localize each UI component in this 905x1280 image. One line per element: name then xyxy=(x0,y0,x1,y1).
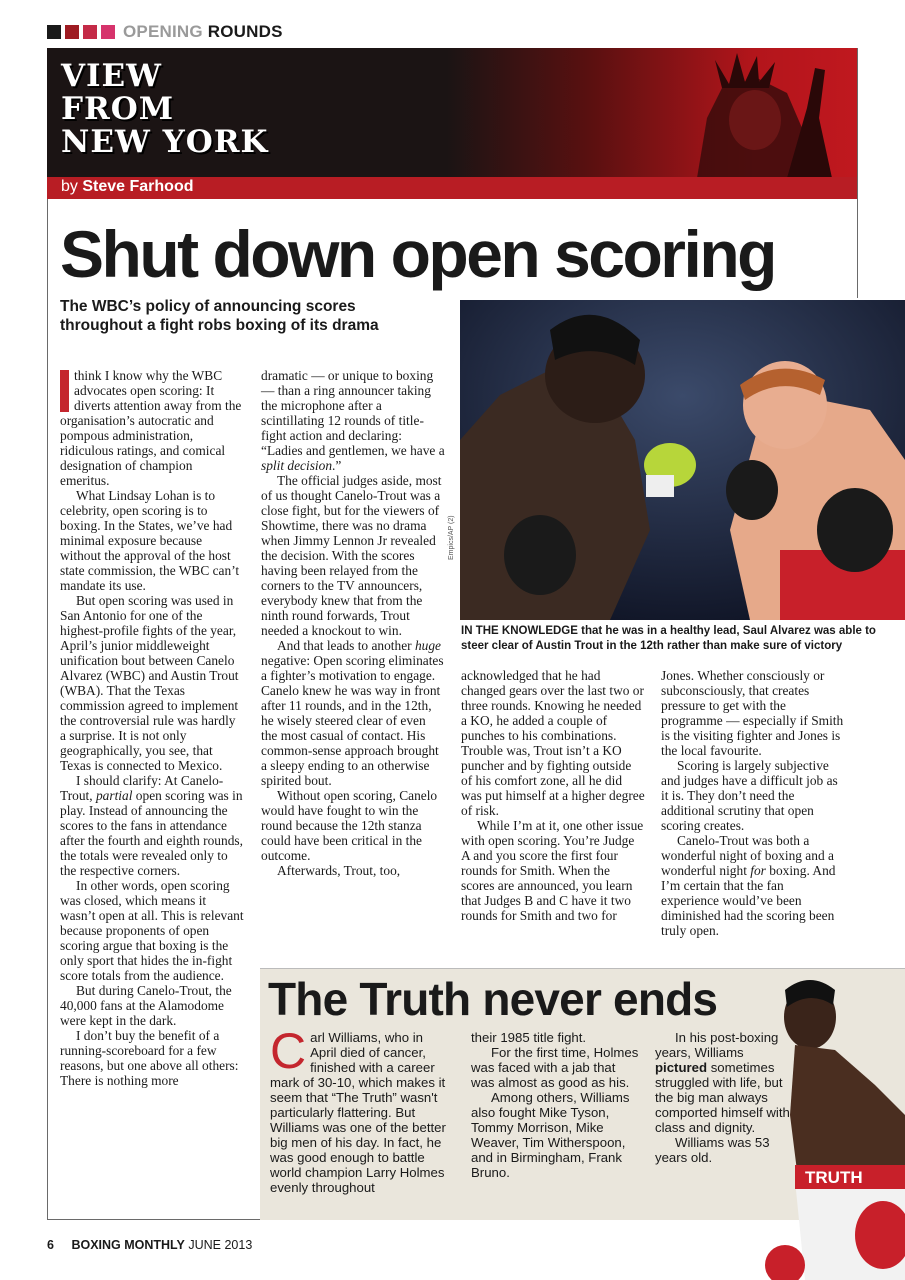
boxout-title: The Truth never ends xyxy=(268,973,718,1025)
trunks-text: TRUTH xyxy=(805,1168,863,1187)
article-paragraph: But during Canelo-Trout, the 40,000 fans at the Alamodome were kept in the dark. xyxy=(60,983,232,1028)
page-rule-right xyxy=(857,48,858,298)
boxout-column-2 xyxy=(471,1030,641,1180)
section-label: OPENING ROUNDS xyxy=(123,22,283,41)
boxout-paragraph: For the first time, Holmes was faced with a jab that was almost as good as his. xyxy=(471,1045,639,1090)
article-paragraph: I should clarify: At Canelo-Trout, partial open scoring was in play. Instead of announcing the scores to the fans in attendance after the fourth and eighth rounds, the totals were revealed only to the respective corners. xyxy=(60,773,243,878)
article-paragraph: think I know why the WBC advocates open scoring: It diverts attention away from the organisation’s autocratic and pompous administration, ridiculous ratings, and comical designation of champion emeritus. xyxy=(60,368,242,488)
issue-date: JUNE 2013 xyxy=(188,1238,253,1252)
article-headline: Shut down open scoring xyxy=(60,217,775,291)
article-paragraph: Jones. Whether consciously or subconsciously, that creates pressure to get with the programme — especially if Smith is the visiting fighter and Jones is the local favourite. xyxy=(661,668,844,758)
article-paragraph: acknowledged that he had changed gears over the last two or three rounds. Knowing he needed a KO, he added a couple of punches to his combinations. Trouble was, Trout isn’t a KO puncher and by fighting outside of his comfort zone, all he did was put himself at a higher degree of risk. xyxy=(461,668,645,818)
article-column-1 xyxy=(60,368,244,1088)
column-title: VIEW FROM NEW YORK xyxy=(61,58,269,160)
article-column-3 xyxy=(461,668,645,923)
article-paragraph: dramatic — or unique to boxing — than a ring announcer taking the microphone after a scintillating 12 rounds of title-fight action and declaring: “Ladies and gentlemen, we have a split decision.” xyxy=(261,368,445,473)
article-column-4 xyxy=(661,668,845,938)
page-footer xyxy=(47,1238,252,1252)
carl-williams-photo xyxy=(765,965,905,1280)
photo-credit: Empics/AP (2) xyxy=(448,515,455,560)
byline-bar xyxy=(47,177,857,199)
article-paragraph: Afterwards, Trout, too, xyxy=(277,863,401,878)
article-paragraph: Scoring is largely subjective and judges have a difficult job as it is. They don’t need the additional scrutiny that open scoring creates. xyxy=(661,758,838,833)
boxing-photo xyxy=(460,300,905,620)
section-square-1 xyxy=(47,25,61,39)
magazine-name: BOXING MONTHLY xyxy=(71,1238,185,1252)
article-paragraph: And that leads to another huge negative: Open scoring eliminates a fighter’s motivation to engage. Canelo knew he was way in front after 11 rounds, and in the 12th, he wisely steered clear of even the most casual of contact. His common-sense approach brought a sleepy ending to an otherwise spirited bout. xyxy=(261,638,444,788)
article-paragraph: Without open scoring, Canelo would have fought to win the round because the 12th stanza could have been critical in the outcome. xyxy=(261,788,438,863)
article-paragraph: I don’t buy the benefit of a running-scoreboard for a few reasons, but one above all others: There is nothing more xyxy=(60,1028,239,1088)
column-banner xyxy=(47,48,857,178)
article-paragraph: Canelo-Trout was both a wonderful night of boxing and a wonderful night for boxing. And I’m certain that the fan experience would’ve been diminished had the scoring been truly open. xyxy=(661,833,836,938)
boxout-paragraph: Carl Williams, who in April died of cancer, finished with a career mark of 30-10, which makes it seem that “The Truth” wasn't particularly flattering. But Williams was one of the better big men of his day. In fact, he was good enough to battle world champion Larry Holmes evenly throughout xyxy=(270,1023,446,1195)
dropcap-mark xyxy=(60,370,69,412)
article-paragraph: In other words, open scoring was closed, which means it wasn’t open at all. This is relevant because proponents of open scoring argue that boxing is the only sport that hides the in-fight score totals from the audience. xyxy=(60,878,244,983)
section-square-3 xyxy=(83,25,97,39)
section-square-2 xyxy=(65,25,79,39)
boxout-paragraph: their 1985 title fight. xyxy=(471,1030,587,1045)
article-column-2 xyxy=(261,368,445,878)
boxout-dropcap: C xyxy=(270,1023,307,1079)
article-paragraph: The official judges aside, most of us thought Canelo-Trout was a close fight, but for the viewers of Showtime, there was no drama when Jimmy Lennon Jr revealed the decision. With the scores having been relayed from the corners to the TV announcers, everybody knew that from the ninth round forwards, Trout needed a knockout to win. xyxy=(261,473,442,638)
article-paragraph: What Lindsay Lohan is to celebrity, open scoring is to boxing. In the States, we’ve had minimal exposure because without the approval of the host state commission, the WBC can’t mandate its use. xyxy=(60,488,240,593)
boxout-paragraph: Williams was 53 years old. xyxy=(655,1135,770,1165)
article-standfirst: The WBC’s policy of announcing scores throughout a fight robs boxing of its drama xyxy=(60,298,379,334)
article-paragraph: But open scoring was used in San Antonio for one of the highest-profile fights of the year, April’s junior middleweight unification bout between Canelo Alvarez (WBC) and Austin Trout (WBA). That the Texas commission agreed to implement the controversial rule was hardly a surprise. It is not only geographically, you see, that Texas is connected to Mexico. xyxy=(60,593,239,773)
boxout-paragraph: In his post-boxing years, Williams pictured sometimes struggled with life, but the big man always comported himself with class and dignity. xyxy=(655,1030,790,1135)
boxout-column-1 xyxy=(270,1023,450,1195)
boxout-paragraph: Among others, Williams also fought Mike Tyson, Tommy Morrison, Mike Weaver, Tim Witherspoon, and in Birmingham, Frank Bruno. xyxy=(471,1090,630,1180)
page-rule-left xyxy=(47,48,48,1220)
byline: by Steve Farhood xyxy=(61,178,194,195)
section-square-4 xyxy=(101,25,115,39)
section-header xyxy=(47,22,283,42)
page-number: 6 xyxy=(47,1238,54,1252)
article-paragraph: While I’m at it, one other issue with open scoring. You’re Judge A and you score the first four rounds for Smith. When the scores are announced, you learn that Judges B and C have it two rounds for Smith and two for xyxy=(461,818,644,923)
page-rule-bottom xyxy=(47,1219,267,1220)
photo-caption: IN THE KNOWLEDGE that he was in a healthy lead, Saul Alvarez was able to steer clear of Austin Trout in the 12th rather than make sure of victory xyxy=(461,625,876,652)
statue-of-liberty-icon xyxy=(637,48,857,178)
